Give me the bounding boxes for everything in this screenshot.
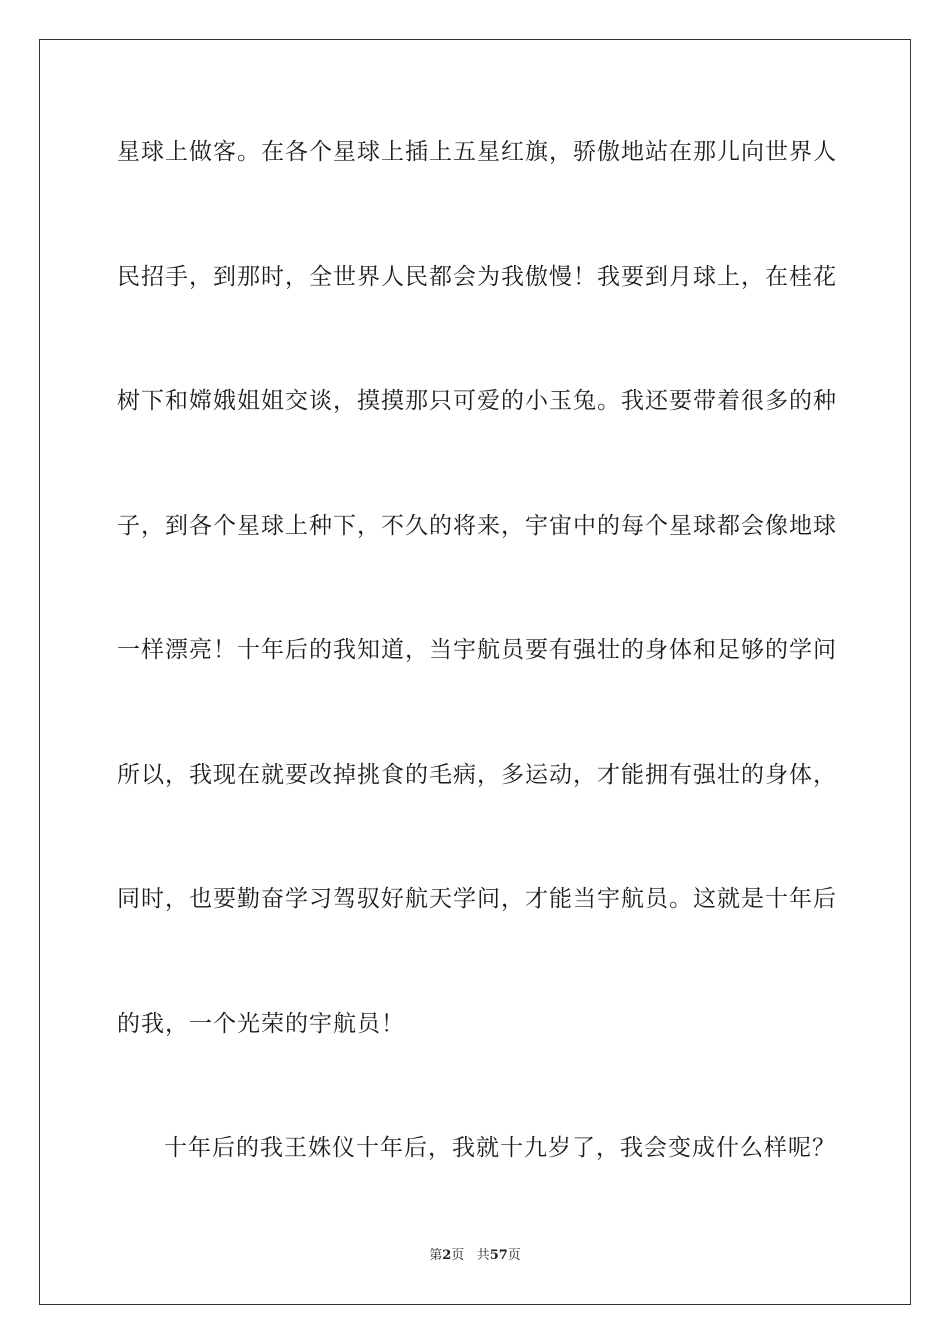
- text-line-1: 星球上做客。在各个星球上插上五星红旗，骄傲地站在那儿向世界人: [117, 139, 837, 165]
- total-prefix: 共: [476, 1248, 490, 1263]
- page-border: [39, 39, 911, 1305]
- new-paragraph-line: 十年后的我王姝仪十年后，我就十九岁了，我会变成什么样呢？: [164, 1135, 836, 1161]
- text-line-8: 的我，一个光荣的宇航员！: [117, 1011, 405, 1037]
- page-footer: [0, 1247, 950, 1265]
- total-pages: 57: [489, 1248, 508, 1263]
- text-line-5: 一样漂亮！十年后的我知道，当宇航员要有强壮的身体和足够的学问: [117, 637, 837, 663]
- page-suffix: 页: [451, 1248, 465, 1263]
- text-line-2: 民招手，到那时，全世界人民都会为我傲慢！我要到月球上，在桂花: [117, 264, 837, 290]
- text-line-7: 同时，也要勤奋学习驾驭好航天学问，才能当宇航员。这就是十年后: [117, 886, 837, 912]
- page-prefix: 第: [429, 1248, 443, 1263]
- text-line-4: 子，到各个星球上种下，不久的将来，宇宙中的每个星球都会像地球: [117, 513, 837, 539]
- text-line-3: 树下和嫦娥姐姐交谈，摸摸那只可爱的小玉兔。我还要带着很多的种: [117, 388, 837, 414]
- total-suffix: 页: [507, 1248, 521, 1263]
- text-line-6: 所以，我现在就要改掉挑食的毛病，多运动，才能拥有强壮的身体，: [117, 762, 837, 788]
- page-number: 2: [442, 1248, 452, 1263]
